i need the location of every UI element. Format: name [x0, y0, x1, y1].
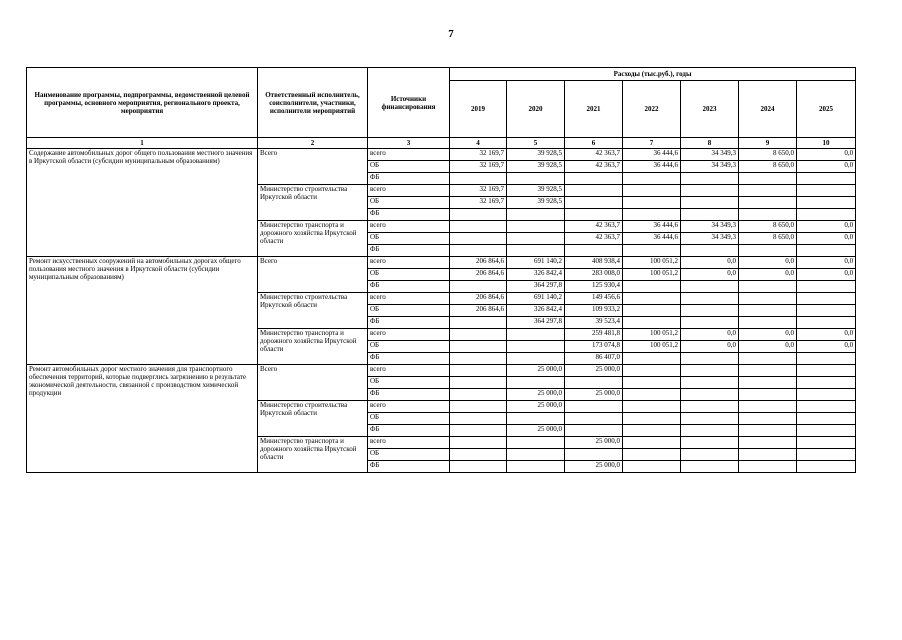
- source-cell: ФБ: [368, 281, 450, 293]
- value-cell: [565, 197, 623, 209]
- source-cell: всего: [368, 437, 450, 449]
- value-cell: [739, 245, 797, 257]
- value-cell: 39 928,5: [507, 197, 565, 209]
- value-cell: [739, 317, 797, 329]
- value-cell: 100 051,2: [623, 329, 681, 341]
- value-cell: 100 051,2: [623, 257, 681, 269]
- value-cell: [450, 317, 507, 329]
- value-cell: [739, 185, 797, 197]
- value-cell: 25 000,0: [507, 389, 565, 401]
- value-cell: 42 363,7: [565, 149, 623, 161]
- value-cell: 0,0: [739, 269, 797, 281]
- value-cell: 25 000,0: [507, 425, 565, 437]
- source-cell: всего: [368, 365, 450, 377]
- value-cell: [797, 413, 856, 425]
- value-cell: 691 140,2: [507, 257, 565, 269]
- value-cell: 39 928,5: [507, 185, 565, 197]
- value-cell: [565, 425, 623, 437]
- column-number: 6: [565, 138, 623, 149]
- value-cell: [681, 353, 739, 365]
- value-cell: 32 169,7: [450, 185, 507, 197]
- value-cell: 326 842,4: [507, 269, 565, 281]
- header-source: Источники финансирования: [368, 68, 450, 138]
- value-cell: [623, 401, 681, 413]
- value-cell: 25 000,0: [565, 389, 623, 401]
- source-cell: ОБ: [368, 377, 450, 389]
- value-cell: [565, 173, 623, 185]
- value-cell: 173 074,8: [565, 341, 623, 353]
- value-cell: [681, 197, 739, 209]
- value-cell: 283 008,0: [565, 269, 623, 281]
- value-cell: [623, 353, 681, 365]
- value-cell: [450, 341, 507, 353]
- column-number: 4: [450, 138, 507, 149]
- value-cell: [681, 245, 739, 257]
- value-cell: [681, 401, 739, 413]
- value-cell: [565, 377, 623, 389]
- value-cell: 34 349,3: [681, 233, 739, 245]
- value-cell: 39 523,4: [565, 317, 623, 329]
- source-cell: ОБ: [368, 341, 450, 353]
- value-cell: [450, 173, 507, 185]
- value-cell: [739, 401, 797, 413]
- table-header: [27, 68, 856, 149]
- header-year: 2025: [797, 81, 856, 138]
- value-cell: 206 864,6: [450, 305, 507, 317]
- header-name: Наименование программы, подпрограммы, ведомственной целевой программы, основного мероприятия, регионального проекта, мероприятия: [27, 68, 258, 138]
- value-cell: 36 444,6: [623, 233, 681, 245]
- value-cell: [507, 377, 565, 389]
- value-cell: 39 928,5: [507, 149, 565, 161]
- value-cell: [623, 293, 681, 305]
- value-cell: [450, 233, 507, 245]
- value-cell: [681, 449, 739, 461]
- value-cell: 0,0: [681, 329, 739, 341]
- value-cell: [797, 377, 856, 389]
- value-cell: 206 864,6: [450, 293, 507, 305]
- header-year: 2019: [450, 81, 507, 138]
- value-cell: [681, 437, 739, 449]
- value-cell: [797, 173, 856, 185]
- column-number: 8: [681, 138, 739, 149]
- budget-table: [26, 67, 856, 473]
- value-cell: 0,0: [797, 221, 856, 233]
- value-cell: [623, 185, 681, 197]
- value-cell: [450, 365, 507, 377]
- value-cell: [623, 305, 681, 317]
- value-cell: [565, 185, 623, 197]
- value-cell: [739, 281, 797, 293]
- value-cell: 34 349,3: [681, 149, 739, 161]
- source-cell: ФБ: [368, 461, 450, 473]
- value-cell: [681, 305, 739, 317]
- value-cell: [507, 353, 565, 365]
- value-cell: [739, 353, 797, 365]
- value-cell: 8 650,0: [739, 161, 797, 173]
- value-cell: 100 051,2: [623, 341, 681, 353]
- value-cell: [681, 461, 739, 473]
- column-number: 10: [797, 138, 856, 149]
- value-cell: 109 933,2: [565, 305, 623, 317]
- table-row: [27, 365, 856, 377]
- value-cell: 149 456,6: [565, 293, 623, 305]
- value-cell: [797, 245, 856, 257]
- source-cell: ОБ: [368, 269, 450, 281]
- header-year: 2022: [623, 81, 681, 138]
- column-number: 7: [623, 138, 681, 149]
- value-cell: [739, 209, 797, 221]
- value-cell: [507, 437, 565, 449]
- value-cell: [797, 437, 856, 449]
- value-cell: [797, 281, 856, 293]
- value-cell: [507, 449, 565, 461]
- value-cell: [739, 425, 797, 437]
- value-cell: [623, 389, 681, 401]
- value-cell: [739, 293, 797, 305]
- value-cell: [507, 233, 565, 245]
- value-cell: [797, 365, 856, 377]
- value-cell: [507, 341, 565, 353]
- source-cell: всего: [368, 221, 450, 233]
- header-year: 2020: [507, 81, 565, 138]
- value-cell: 100 051,2: [623, 269, 681, 281]
- value-cell: [507, 209, 565, 221]
- value-cell: 32 169,7: [450, 149, 507, 161]
- page-number: 7: [448, 28, 454, 40]
- value-cell: 206 864,6: [450, 269, 507, 281]
- value-cell: 42 363,7: [565, 233, 623, 245]
- executor-cell: Министерство транспорта и дорожного хозяйства Иркутской области: [258, 329, 368, 365]
- value-cell: 0,0: [797, 329, 856, 341]
- value-cell: [623, 209, 681, 221]
- executor-cell: Министерство строительства Иркутской области: [258, 293, 368, 329]
- value-cell: 36 444,6: [623, 221, 681, 233]
- value-cell: [565, 401, 623, 413]
- value-cell: [681, 377, 739, 389]
- value-cell: 36 444,6: [623, 161, 681, 173]
- value-cell: [507, 245, 565, 257]
- value-cell: [623, 425, 681, 437]
- value-cell: 0,0: [681, 257, 739, 269]
- value-cell: 0,0: [797, 257, 856, 269]
- value-cell: [739, 449, 797, 461]
- source-cell: ФБ: [368, 389, 450, 401]
- value-cell: 326 842,4: [507, 305, 565, 317]
- value-cell: [623, 449, 681, 461]
- value-cell: [797, 197, 856, 209]
- table-row: [27, 257, 856, 269]
- value-cell: 0,0: [797, 233, 856, 245]
- value-cell: 0,0: [797, 341, 856, 353]
- value-cell: [739, 437, 797, 449]
- value-cell: 364 297,8: [507, 281, 565, 293]
- value-cell: 25 000,0: [565, 365, 623, 377]
- value-cell: [797, 209, 856, 221]
- value-cell: 0,0: [797, 149, 856, 161]
- value-cell: 0,0: [797, 269, 856, 281]
- source-cell: ФБ: [368, 209, 450, 221]
- value-cell: [623, 173, 681, 185]
- source-cell: ОБ: [368, 233, 450, 245]
- source-cell: ФБ: [368, 353, 450, 365]
- executor-cell: Министерство строительства Иркутской области: [258, 401, 368, 437]
- value-cell: [681, 317, 739, 329]
- executor-cell: Министерство строительства Иркутской области: [258, 185, 368, 221]
- source-cell: всего: [368, 257, 450, 269]
- value-cell: [450, 449, 507, 461]
- value-cell: [450, 401, 507, 413]
- source-cell: ОБ: [368, 197, 450, 209]
- value-cell: 8 650,0: [739, 149, 797, 161]
- value-cell: 0,0: [739, 329, 797, 341]
- source-cell: ФБ: [368, 317, 450, 329]
- value-cell: 259 481,8: [565, 329, 623, 341]
- value-cell: [507, 173, 565, 185]
- value-cell: [797, 401, 856, 413]
- source-cell: всего: [368, 401, 450, 413]
- source-cell: всего: [368, 293, 450, 305]
- column-number: 2: [258, 138, 368, 149]
- value-cell: 691 140,2: [507, 293, 565, 305]
- value-cell: 25 000,0: [507, 365, 565, 377]
- value-cell: [623, 365, 681, 377]
- value-cell: [797, 389, 856, 401]
- value-cell: 25 000,0: [565, 461, 623, 473]
- value-cell: [565, 449, 623, 461]
- header-year: 2023: [681, 81, 739, 138]
- column-number: 1: [27, 138, 258, 149]
- value-cell: [565, 245, 623, 257]
- value-cell: [450, 209, 507, 221]
- source-cell: ОБ: [368, 449, 450, 461]
- value-cell: [565, 209, 623, 221]
- value-cell: [450, 413, 507, 425]
- value-cell: [797, 293, 856, 305]
- value-cell: [450, 461, 507, 473]
- value-cell: 364 297,8: [507, 317, 565, 329]
- value-cell: 0,0: [739, 341, 797, 353]
- value-cell: [450, 389, 507, 401]
- value-cell: 0,0: [797, 161, 856, 173]
- value-cell: 408 938,4: [565, 257, 623, 269]
- value-cell: [623, 281, 681, 293]
- column-number: 9: [739, 138, 797, 149]
- column-number: 3: [368, 138, 450, 149]
- value-cell: 42 363,7: [565, 161, 623, 173]
- value-cell: 36 444,6: [623, 149, 681, 161]
- source-cell: всего: [368, 185, 450, 197]
- value-cell: [739, 413, 797, 425]
- value-cell: [797, 353, 856, 365]
- value-cell: [797, 185, 856, 197]
- value-cell: [450, 437, 507, 449]
- value-cell: [681, 425, 739, 437]
- value-cell: [623, 377, 681, 389]
- source-cell: ФБ: [368, 173, 450, 185]
- value-cell: 25 000,0: [565, 437, 623, 449]
- header-expenses: Расходы (тыс.руб.), годы: [450, 68, 856, 81]
- value-cell: [681, 173, 739, 185]
- value-cell: 86 407,0: [565, 353, 623, 365]
- table-row: [27, 149, 856, 161]
- value-cell: [623, 245, 681, 257]
- source-cell: ФБ: [368, 425, 450, 437]
- source-cell: ОБ: [368, 413, 450, 425]
- executor-cell: Всего: [258, 257, 368, 293]
- source-cell: ОБ: [368, 305, 450, 317]
- value-cell: [797, 449, 856, 461]
- value-cell: [739, 461, 797, 473]
- source-cell: всего: [368, 149, 450, 161]
- value-cell: [681, 293, 739, 305]
- value-cell: 206 864,6: [450, 257, 507, 269]
- value-cell: 25 000,0: [507, 401, 565, 413]
- value-cell: [450, 329, 507, 341]
- value-cell: [681, 365, 739, 377]
- program-name-cell: Ремонт искусственных сооружений на автомобильных дорогах общего пользования местного значения в Иркутской области (субсидии муниципальным образованиям): [27, 257, 258, 365]
- value-cell: [739, 365, 797, 377]
- value-cell: [623, 461, 681, 473]
- value-cell: 8 650,0: [739, 233, 797, 245]
- column-number: 5: [507, 138, 565, 149]
- value-cell: [739, 173, 797, 185]
- value-cell: [507, 221, 565, 233]
- value-cell: 42 363,7: [565, 221, 623, 233]
- value-cell: 39 928,5: [507, 161, 565, 173]
- program-name-cell: Содержание автомобильных дорог общего пользования местного значения в Иркутской области (субсидии муниципальным образованиям): [27, 149, 258, 257]
- value-cell: [797, 305, 856, 317]
- value-cell: 34 349,3: [681, 221, 739, 233]
- value-cell: 8 650,0: [739, 221, 797, 233]
- value-cell: [623, 437, 681, 449]
- value-cell: [739, 305, 797, 317]
- value-cell: [450, 221, 507, 233]
- executor-cell: Министерство транспорта и дорожного хозяйства Иркутской области: [258, 437, 368, 473]
- source-cell: всего: [368, 329, 450, 341]
- value-cell: [739, 389, 797, 401]
- header-executor: Ответственный исполнитель, соисполнители, участники, исполнители мероприятий: [258, 68, 368, 138]
- source-cell: ФБ: [368, 245, 450, 257]
- program-name-cell: Ремонт автомобильных дорог местного значения для транспортного обеспечения территорий, которые подверглись загрязнению в результате экономической деятельности, связанной с производством химической продукции: [27, 365, 258, 473]
- value-cell: [507, 461, 565, 473]
- header-year: 2021: [565, 81, 623, 138]
- value-cell: [681, 185, 739, 197]
- value-cell: [450, 281, 507, 293]
- source-cell: ОБ: [368, 161, 450, 173]
- value-cell: [797, 461, 856, 473]
- value-cell: [507, 329, 565, 341]
- executor-cell: Всего: [258, 365, 368, 401]
- value-cell: [450, 377, 507, 389]
- value-cell: 32 169,7: [450, 197, 507, 209]
- value-cell: 0,0: [681, 269, 739, 281]
- value-cell: [797, 317, 856, 329]
- table-body: [27, 149, 856, 473]
- value-cell: [623, 317, 681, 329]
- value-cell: [507, 413, 565, 425]
- value-cell: [739, 377, 797, 389]
- value-cell: [739, 197, 797, 209]
- value-cell: [450, 353, 507, 365]
- value-cell: 34 349,3: [681, 161, 739, 173]
- value-cell: [623, 197, 681, 209]
- value-cell: 125 930,4: [565, 281, 623, 293]
- value-cell: [681, 209, 739, 221]
- value-cell: [797, 425, 856, 437]
- value-cell: [450, 245, 507, 257]
- value-cell: [681, 389, 739, 401]
- value-cell: [565, 413, 623, 425]
- executor-cell: Министерство транспорта и дорожного хозяйства Иркутской области: [258, 221, 368, 257]
- value-cell: [623, 413, 681, 425]
- header-year: 2024: [739, 81, 797, 138]
- value-cell: 0,0: [739, 257, 797, 269]
- value-cell: 0,0: [681, 341, 739, 353]
- value-cell: 32 169,7: [450, 161, 507, 173]
- value-cell: [681, 281, 739, 293]
- executor-cell: Всего: [258, 149, 368, 185]
- value-cell: [681, 413, 739, 425]
- value-cell: [450, 425, 507, 437]
